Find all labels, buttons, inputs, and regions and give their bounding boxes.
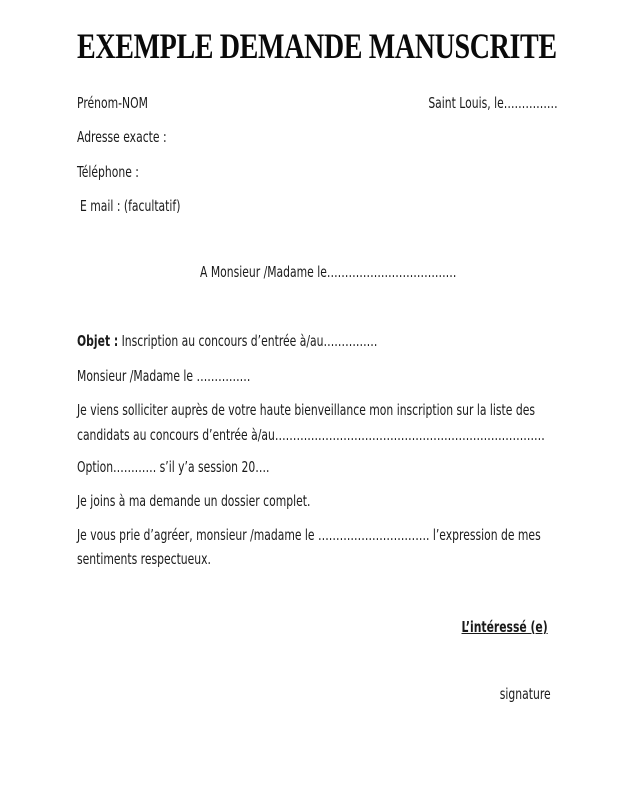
- object-label: Objet :: [77, 332, 119, 350]
- recipient-line: A Monsieur /Madame le………………………………: [200, 263, 457, 281]
- body-paragraph-2: Je joins à ma demande un dossier complet.: [77, 492, 311, 510]
- signature-label: signature: [500, 685, 551, 703]
- sender-phone: Téléphone :: [77, 163, 139, 181]
- body-paragraph-3-line-1: Je vous prie d’agréer, monsieur /madame le …………………………. l’expression de mes: [77, 526, 541, 544]
- place-date: Saint Louis, le……………: [428, 94, 558, 112]
- sender-address: Adresse exacte :: [77, 128, 167, 146]
- sender-name: Prénom-NOM: [77, 94, 148, 112]
- object-text: Inscription au concours d’entrée à/au……………: [118, 332, 378, 350]
- body-paragraph-1-line-2: candidats au concours d’entrée à/au…………………………………………………………………: [77, 426, 545, 444]
- closing-label: L’intéressé (e): [461, 618, 548, 636]
- object-line: [77, 334, 377, 349]
- body-paragraph-3-line-2: sentiments respectueux.: [77, 550, 211, 568]
- salutation: Monsieur /Madame le ……………: [77, 367, 251, 385]
- option-line: Option………… s’il y’a session 20….: [77, 458, 270, 476]
- body-paragraph-1-line-1: Je viens solliciter auprès de votre haute bienveillance mon inscription sur la liste des: [77, 401, 535, 419]
- page-title: EXEMPLE DEMANDE MANUSCRITE: [77, 26, 557, 66]
- sender-email: E mail : (facultatif): [80, 197, 181, 215]
